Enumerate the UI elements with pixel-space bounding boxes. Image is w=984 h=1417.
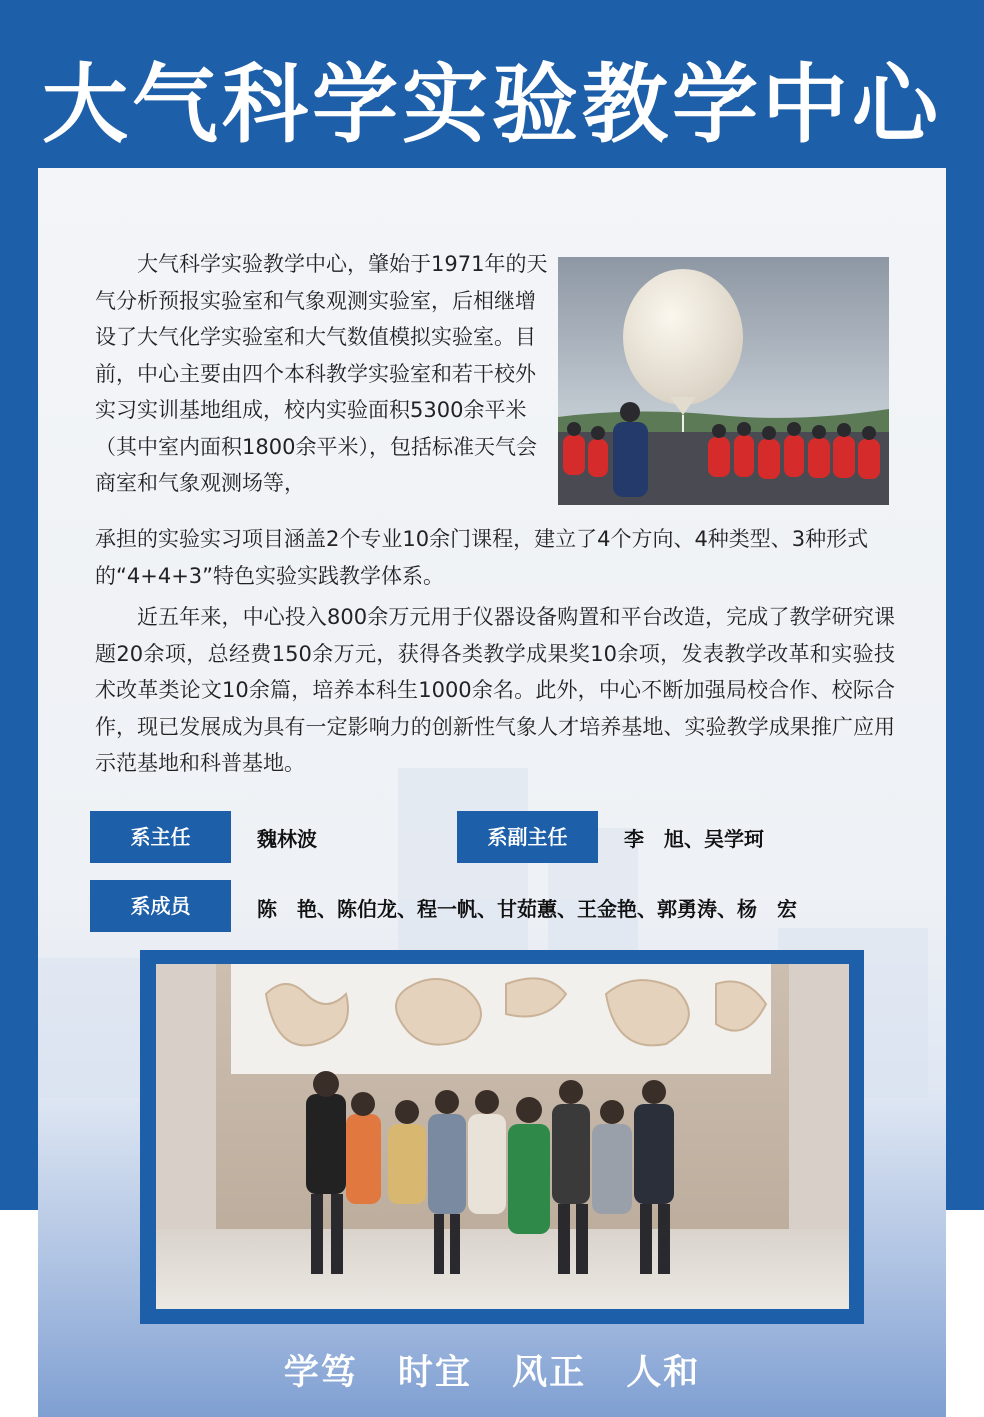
members-label: 系成员 bbox=[90, 880, 231, 932]
director-label: 系主任 bbox=[90, 811, 231, 863]
director-name: 魏林波 bbox=[257, 827, 317, 851]
footer-motto: 学笃 时宜 风正 人和 bbox=[283, 1352, 701, 1393]
balloon-launch-photo bbox=[558, 257, 889, 505]
intro-paragraph-1: 大气科学实验教学中心，肇始于1971年的天气分析预报实验室和气象观测实验室，后相继增设了大气化学实验室和大气数值模拟实验室。目前，中心主要由四个本科教学实验室和若干校外实习实训基地组成，校内实验面积5300余平米（其中室内面积1800余平米），包括标准天气会商室和气象观测场等， bbox=[95, 252, 548, 495]
group-photo bbox=[156, 964, 849, 1309]
group-photo-frame bbox=[140, 950, 864, 1324]
vice-director-label: 系副主任 bbox=[457, 811, 598, 863]
intro-paragraph-1-continued: 承担的实验实习项目涵盖2个专业10余门课程，建立了4个方向、4种类型、3种形式的“4+4+3”特色实验实践教学体系。 bbox=[95, 527, 869, 588]
intro-paragraph-2: 近五年来，中心投入800余万元用于仪器设备购置和平台改造，完成了教学研究课题20余项，总经费150余万元，获得各类教学成果奖10余项，发表教学改革和实验技术改革类论文10余篇，培养本科生1000余名。此外，中心不断加强局校合作、校际合作，现已发展成为具有一定影响力的创新性气象人才培养基地、实验教学成果推广应用示范基地和科普基地。 bbox=[95, 605, 895, 775]
page-title: 大气科学实验教学中心 bbox=[42, 55, 942, 155]
members-names: 陈 艳、陈伯龙、程一帆、甘茹蕙、王金艳、郭勇涛、杨 宏 bbox=[257, 897, 797, 921]
vice-director-names: 李 旭、吴学珂 bbox=[624, 827, 764, 851]
